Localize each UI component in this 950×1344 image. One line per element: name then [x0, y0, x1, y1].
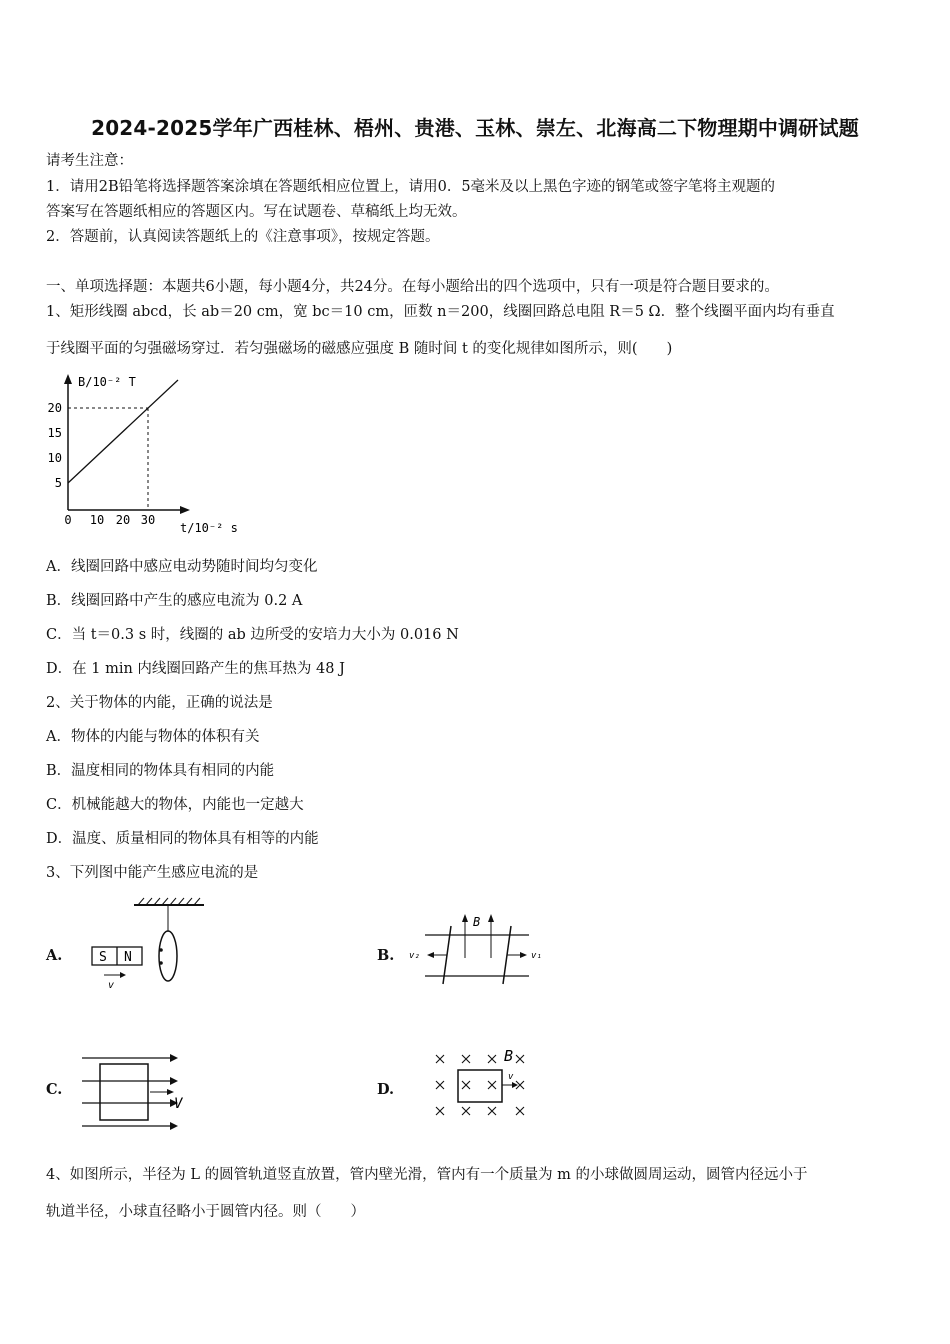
velocity-v2-label: v₂	[409, 951, 420, 961]
section-heading: 一、单项选择题：本题共6小题，每小题4分，共24分。在每小题给出的四个选项中，只有一项是符合题目要求的。	[46, 279, 779, 295]
x-axis-arrow	[180, 506, 190, 514]
velocity-label-c: V	[174, 1096, 183, 1112]
page-title: 2024-2025学年广西桂林、梧州、贵港、玉林、崇左、北海高二下物理期中调研试题	[91, 116, 859, 140]
q3-label-c: C.	[46, 1081, 63, 1098]
q2-option-a: A．物体的内能与物体的体积有关	[46, 729, 260, 745]
q2-option-d: D．温度、质量相同的物体具有相等的内能	[46, 831, 319, 847]
magnet-s-label: S	[99, 950, 107, 965]
coil-ring	[159, 931, 177, 981]
field-b-label-d: B	[504, 1047, 514, 1065]
magnet-n-label: N	[124, 950, 132, 965]
q3-label-d: D.	[377, 1081, 395, 1098]
velocity-label-a: v	[108, 980, 115, 991]
velocity-v1-label: v₁	[531, 951, 542, 961]
q1-b-t-graph	[40, 370, 240, 540]
q3-figure-a	[86, 895, 216, 995]
graph-x-label: t/10⁻² s	[180, 521, 238, 535]
q1-option-a: A．线圈回路中感应电动势随时间均匀变化	[46, 559, 318, 575]
q1-option-c: C．当 t＝0.3 s 时，线圈的 ab 边所受的安培力大小为 0.016 N	[46, 627, 459, 643]
q1-option-b: B．线圈回路中产生的感应电流为 0.2 A	[46, 593, 303, 609]
notice-item-1-line-1: 1．请用2B铅笔将选择题答案涂填在答题纸相应位置上，请用0．5毫米及以上黑色字迹的钢笔或签字笔将主观题的	[46, 179, 776, 195]
q2-option-c: C．机械能越大的物体，内能也一定越大	[46, 797, 304, 813]
wire-loop	[100, 1064, 148, 1120]
x-tick-0: 0	[64, 513, 72, 527]
q4-stem-line-2: 轨道半径，小球直径略小于圆管内径。则（ ）	[46, 1204, 365, 1220]
notice-item-2: 2．答题前，认真阅读答题纸上的《注意事项》，按规定答题。	[46, 229, 440, 245]
y-tick-10: 10	[47, 451, 62, 465]
y-tick-5: 5	[54, 476, 62, 490]
x-tick-10: 10	[89, 513, 105, 527]
q3-label-a: A.	[46, 947, 63, 964]
velocity-label-d: v	[508, 1072, 514, 1082]
q3-figure-d	[430, 1045, 540, 1120]
y-tick-20: 20	[47, 401, 62, 415]
x-tick-20: 20	[115, 513, 131, 527]
q2-stem: 2、关于物体的内能，正确的说法是	[46, 695, 273, 711]
q2-option-b: B．温度相同的物体具有相同的内能	[46, 763, 275, 779]
y-axis-arrow	[64, 374, 72, 384]
q4-stem-line-1: 4、如图所示，半径为 L 的圆管轨道竖直放置，管内壁光滑，管内有一个质量为 m 的小球做圆周运动，圆管内径远小于	[46, 1167, 808, 1183]
graph-data-line	[68, 380, 178, 483]
q1-stem-line-1: 1、矩形线圈 abcd，长 ab＝20 cm，宽 bc＝10 cm，匝数 n＝200，线圈回路总电阻 R＝5 Ω．整个线圈平面内均有垂直	[46, 304, 835, 320]
x-tick-30: 30	[140, 513, 156, 527]
q3-figure-c	[78, 1050, 198, 1140]
notice-heading: 请考生注意：	[46, 153, 133, 169]
q1-stem-line-2: 于线圈平面的匀强磁场穿过．若匀强磁场的磁感应强度 B 随时间 t 的变化规律如图所示，则( )	[46, 341, 673, 357]
q3-label-b: B.	[377, 947, 395, 964]
notice-item-1-line-2: 答案写在答题纸相应的答题区内。写在试题卷、草稿纸上均无效。	[46, 204, 467, 220]
y-tick-15: 15	[47, 426, 62, 440]
q1-option-d: D．在 1 min 内线圈回路产生的焦耳热为 48 J	[46, 661, 345, 677]
q3-stem: 3、下列图中能产生感应电流的是	[46, 865, 259, 881]
graph-y-label: B/10⁻² T	[78, 375, 136, 389]
q3-figure-b	[405, 908, 555, 996]
field-b-label: B	[473, 915, 481, 929]
